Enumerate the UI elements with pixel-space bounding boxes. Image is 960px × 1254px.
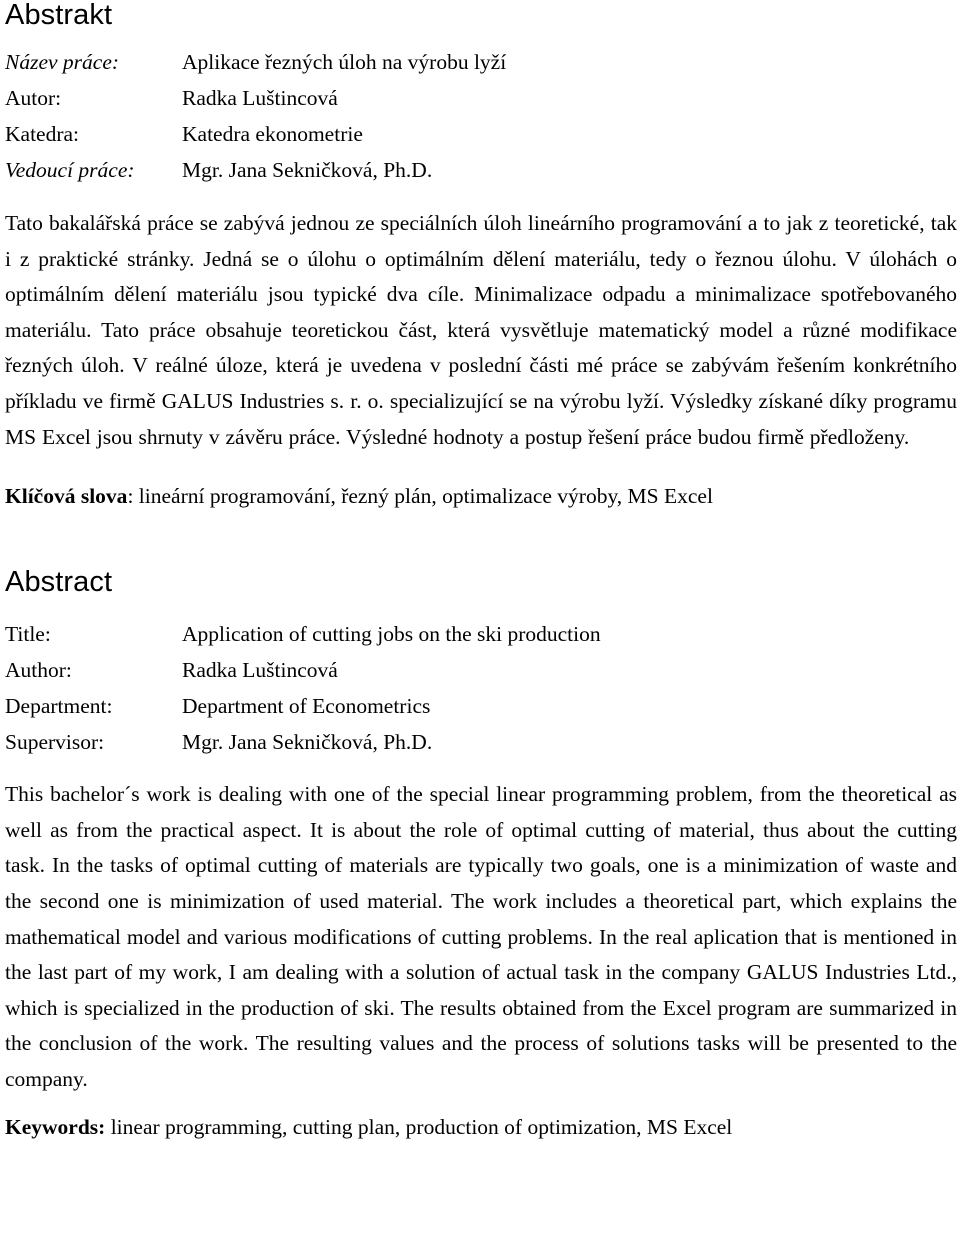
meta-label: Supervisor: [5, 730, 105, 755]
keywords-label: Klíčová slova [5, 484, 128, 509]
meta-row-author [5, 80, 957, 116]
meta-label: Autor: [5, 86, 62, 110]
meta-row-title [5, 44, 957, 80]
english-abstract-heading: Abstract [5, 566, 113, 599]
english-abstract-text: This bachelor´s work is dealing with one of the special linear programming problem, from the theoretical as well as from the practical aspect. It is about the role of optimal cutting of material, thus about the cutting task. In the tasks of optimal cutting of materials are typically two goals, one is a minimization of waste and the second one is minimization of used material. The work includes a theoretical part, which explains the mathematical model and various modifications of cutting problems. In the real aplication that is mentioned in the last part of my work, I am dealing with a solution of actual task in the company GALUS Industries Ltd., which is specialized in the production of ski. The results obtained from the Excel program are summarized in the conclusion of the work. The resulting values and the process of solutions tasks will be presented to the company. [5, 782, 957, 1091]
meta-label: Vedoucí práce: [5, 158, 135, 182]
document-page [5, 0, 957, 1145]
meta-row-supervisor [5, 724, 957, 760]
meta-row-title [5, 616, 957, 652]
meta-value: Katedra ekonometrie [182, 122, 363, 146]
meta-value: Application of cutting jobs on the ski production [182, 622, 601, 647]
czech-keywords [5, 478, 957, 514]
meta-label: Název práce: [5, 50, 120, 74]
meta-value: Radka Luštincová [182, 658, 338, 683]
meta-value: Mgr. Jana Sekničková, Ph.D. [182, 158, 433, 182]
czech-abstract-text: Tato bakalářská práce se zabývá jednou ze speciálních úloh lineárního programování a to jak z teoretické, tak i z praktické stránky. Jedná se o úlohu o optimálním dělení materiálu, tedy o řeznou úlohu. V úlohách o optimálním dělení materiálu jsou typické dva cíle. Minimalizace odpadu a minimalizace spotřebovaného materiálu. Tato práce obsahuje teoretickou část, která vysvětluje matematický model a různé modifikace řezných úloh. V reálné úloze, která je uvedena v poslední části mé práce se zabývám řešením konkrétního příkladu ve firmě GALUS Industries s. r. o. specializující se na výrobu lyží. Výsledky získané díky programu MS Excel jsou shrnuty v závěru práce. Výsledné hodnoty a postup řešení práce budou firmě předloženy. [5, 211, 957, 449]
meta-value: Radka Luštincová [182, 86, 338, 110]
meta-row-supervisor [5, 152, 957, 188]
meta-row-department [5, 116, 957, 152]
keywords-label: Keywords: [5, 1114, 106, 1139]
meta-label: Title: [5, 622, 51, 647]
meta-label: Department: [5, 694, 113, 719]
meta-value: Mgr. Jana Sekničková, Ph.D. [182, 730, 433, 755]
keywords-list: lineární programování, řezný plán, optimalizace výroby, MS Excel [133, 484, 713, 509]
english-keywords [5, 1109, 957, 1145]
english-metadata [5, 616, 957, 760]
czech-abstract-heading: Abstrakt [5, 0, 113, 31]
meta-value: Aplikace řezných úloh na výrobu lyží [182, 50, 507, 74]
meta-value: Department of Econometrics [182, 694, 431, 719]
meta-row-department [5, 688, 957, 724]
meta-label: Author: [5, 658, 72, 683]
czech-metadata [5, 44, 957, 188]
meta-label: Katedra: [5, 122, 80, 146]
keywords-list: linear programming, cutting plan, production of optimization, MS Excel [105, 1114, 733, 1139]
keywords-separator: : [127, 484, 134, 509]
meta-row-author [5, 652, 957, 688]
